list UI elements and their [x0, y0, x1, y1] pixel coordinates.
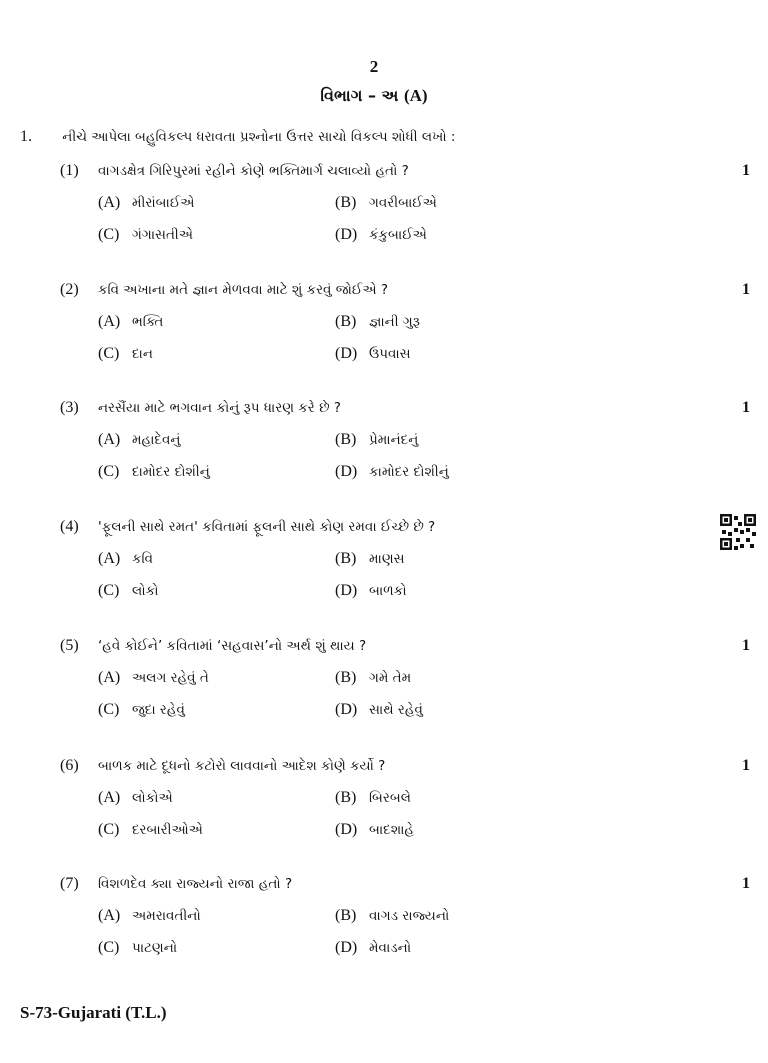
option-d: (D) સાથે રહેવું [335, 701, 423, 718]
option-b: (B) પ્રેમાનંદનું [335, 431, 419, 448]
question-text: ‘હવે કોઈને’ કવિતામાં ‘સહવાસ’નો અર્થ શું થાય ? [98, 638, 367, 654]
option-c: (C) દામોદર દોશીનું [98, 463, 210, 480]
section-title-latin: (A) [403, 86, 428, 105]
question-number: (5) [60, 637, 79, 654]
option-b: (B) ગમે તેમ [335, 669, 412, 686]
option-d: (D) બાદશાહે [335, 821, 415, 838]
question-number: (7) [60, 875, 79, 892]
question-text: કવિ અખાના મતે જ્ઞાન મેળવવા માટે શું કરવું જોઈએ ? [98, 282, 389, 298]
question-marks: 1 [742, 162, 750, 179]
question-text: વાગડક્ષેત્ર ગિરિપુરમાં રહીને કોણે ભક્તિમાર્ગ ચલાવ્યો હતો ? [98, 163, 409, 179]
option-c: (C) ગંગાસતીએ [98, 226, 194, 243]
option-a: (A) મહાદેવનું [98, 431, 181, 448]
page-number: 2 [369, 57, 379, 76]
question-marks: 1 [742, 757, 750, 774]
option-a: (A) કવિ [98, 550, 153, 567]
option-b: (B) જ્ઞાની ગુરૂ [335, 313, 420, 330]
option-c: (C) દાન [98, 345, 153, 362]
option-c: (C) પાટણનો [98, 939, 178, 956]
question-text: બાળક માટે દૂધનો કટોરો લાવવાનો આદેશ કોણે કર્યો ? [98, 758, 386, 774]
question-number: (1) [60, 162, 79, 179]
option-b: (B) વાગડ રાજ્યનો [335, 907, 450, 924]
question-number: (6) [60, 757, 79, 774]
option-d: (D) બાળકો [335, 582, 407, 599]
qr-code-icon [720, 514, 756, 550]
paper-code: S-73-Gujarati (T.L.) [20, 1003, 167, 1022]
question-marks: 1 [742, 875, 750, 892]
option-c: (C) લોકો [98, 582, 159, 599]
question-number: (4) [60, 518, 79, 535]
option-d: (D) ઉપવાસ [335, 345, 411, 362]
option-d: (D) કંકુબાઈએ [335, 226, 427, 243]
section-title [0, 86, 748, 106]
option-a: (A) મીરાંબાઈએ [98, 194, 195, 211]
instruction-text: નીચે આપેલા બહુવિકલ્પ ધરાવતા પ્રશ્નોના ઉત્તર સાચો વિકલ્પ શોધી લખો : [62, 129, 456, 145]
question-text: 'ફૂલની સાથે રમત' કવિતામાં ફૂલની સાથે કોણ રમવા ઈચ્છે છે ? [98, 519, 436, 535]
option-b: (B) ગવરીબાઈએ [335, 194, 437, 211]
question-text: નરસૈંયા માટે ભગવાન કોનું રૂપ ધારણ કરે છે ? [98, 400, 341, 416]
option-d: (D) મેવાડનો [335, 939, 412, 956]
option-a: (A) લોકોએ [98, 789, 173, 806]
question-marks: 1 [742, 399, 750, 416]
option-d: (D) કામોદર દોશીનું [335, 463, 449, 480]
option-b: (B) માણસ [335, 550, 405, 567]
option-a: (A) અલગ રહેવું તે [98, 669, 209, 686]
question-marks: 1 [742, 637, 750, 654]
question-text: વિશળદેવ ક્યા રાજ્યનો રાજા હતો ? [98, 876, 293, 892]
question-number: (3) [60, 399, 79, 416]
section-title-script: વિભાગ – અ [320, 86, 399, 105]
instruction-number: 1. [20, 128, 32, 145]
option-c: (C) દરબારીઓએ [98, 821, 203, 838]
option-c: (C) જુદા રહેવું [98, 701, 185, 718]
option-b: (B) બિરબલે [335, 789, 411, 806]
question-marks: 1 [742, 281, 750, 298]
question-number: (2) [60, 281, 79, 298]
option-a: (A) અમરાવતીનો [98, 907, 201, 924]
option-a: (A) ભક્તિ [98, 313, 164, 330]
instruction [20, 128, 740, 146]
